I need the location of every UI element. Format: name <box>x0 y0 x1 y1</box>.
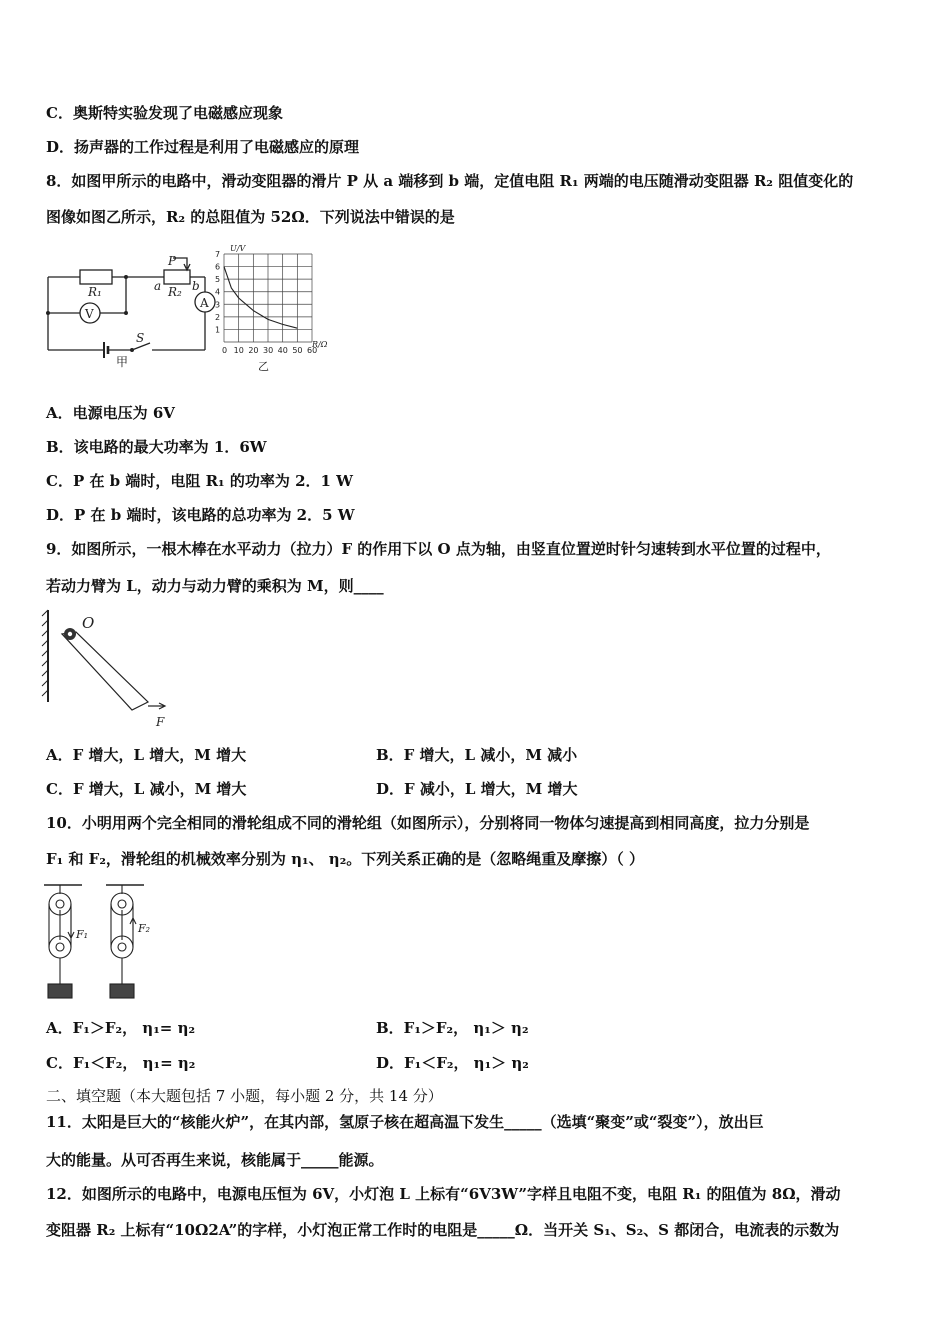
graph-xtick: 60 <box>307 346 318 355</box>
graph-ytick: 5 <box>215 275 221 285</box>
switch-label: S <box>136 331 145 345</box>
slider-p-label: P <box>168 254 177 268</box>
load-2 <box>110 984 134 998</box>
q8-option-c: C．P 在 b 端时，电阻 R₁ 的功率为 2．1 W <box>46 472 354 490</box>
graph-xlabel: R/Ω <box>312 340 328 349</box>
graph-ytick: 2 <box>215 312 221 322</box>
circuit-caption: 甲 <box>116 355 129 369</box>
graph-xtick: 20 <box>248 346 259 355</box>
q11-line2: 大的能量。从可否再生来说，核能属于_____能源。 <box>46 1151 384 1169</box>
q9-stem-line2: 若动力臂为 L，动力与动力臂的乘积为 M，则____ <box>46 577 384 595</box>
q12-line1: 12．如图所示的电路中，电源电压恒为 6V，小灯泡 L 上标有“6V3W”字样且电阻不变，电阻 R₁ 的阻值为 8Ω，滑动 <box>46 1185 841 1203</box>
graph-ytick: 6 <box>215 262 221 272</box>
wooden-stick <box>62 632 148 710</box>
graph-ytick: 1 <box>215 325 221 335</box>
q8-circuit-diagram <box>48 258 215 358</box>
graph-caption: 乙 <box>258 360 269 372</box>
f1-label: F₁ <box>76 928 89 941</box>
q8-stem-line1: 8．如图甲所示的电路中，滑动变阻器的滑片 P 从 a 端移到 b 端，定值电阻 R₁ 两端的电压随滑动变阻器 R₂ 阻值变化的 <box>46 172 854 190</box>
voltmeter-label: V <box>85 307 94 321</box>
r2-rheostat <box>164 270 190 284</box>
q9-option-d: D．F 减小，L 增大，M 增大 <box>376 780 578 798</box>
graph-ytick: 7 <box>215 250 221 259</box>
q8-option-a: A．电源电压为 6V <box>46 404 175 422</box>
graph-ylabel: U/V <box>230 244 246 253</box>
q12-line2: 变阻器 R₂ 上标有“10Ω2A”的字样，小灯泡正常工作时的电阻是_____Ω．当开关 S₁、S₂、S 都闭合，电流表的示数为 <box>46 1221 840 1239</box>
f2-label: F₂ <box>138 922 151 935</box>
q8-graph <box>215 244 328 372</box>
pivot-label: O <box>82 614 95 632</box>
q9-lever-figure <box>40 606 180 730</box>
q8-option-d: D．P 在 b 端时，该电路的总功率为 2．5 W <box>46 506 355 524</box>
q11-line1: 11．太阳是巨大的“核能火炉”，在其内部，氢原子核在超高温下发生_____（选填“聚变”或“裂变”），放出巨 <box>46 1113 764 1131</box>
graph-xtick: 0 <box>222 346 228 355</box>
q10-pulley-figure <box>40 880 170 1002</box>
graph-xtick: 50 <box>292 346 303 355</box>
end-b-label: b <box>192 279 200 293</box>
q10-stem-line1: 10．小明用两个完全相同的滑轮组成不同的滑轮组（如图所示），分别将同一物体匀速提高到相同高度，拉力分别是 <box>46 814 810 832</box>
q7-option-c: C．奥斯特实验发现了电磁感应现象 <box>46 104 283 122</box>
graph-ytick: 3 <box>215 300 221 310</box>
q9-option-b: B．F 增大，L 减小，M 减小 <box>376 746 578 764</box>
q9-option-a: A．F 增大，L 增大，M 增大 <box>46 746 247 764</box>
end-a-label: a <box>154 279 162 293</box>
q10-option-c: C．F₁＜F₂， η₁= η₂ <box>46 1054 196 1072</box>
graph-xtick: 30 <box>263 346 274 355</box>
q10-option-a: A．F₁＞F₂， η₁= η₂ <box>46 1019 196 1037</box>
ammeter-label: A <box>200 296 209 310</box>
r1-label: R₁ <box>88 285 102 299</box>
load-1 <box>48 984 72 998</box>
q9-option-c: C．F 增大，L 减小，M 增大 <box>46 780 247 798</box>
q7-option-d: D．扬声器的工作过程是利用了电磁感应的原理 <box>46 138 360 156</box>
q10-option-d: D．F₁＜F₂， η₁＞ η₂ <box>376 1054 529 1072</box>
section-2-heading: 二、填空题（本大题包括 7 小题，每小题 2 分，共 14 分） <box>46 1087 443 1105</box>
r2-label: R₂ <box>168 285 182 299</box>
r1-resistor <box>80 270 112 284</box>
graph-xtick: 40 <box>277 346 288 355</box>
graph-xtick: 10 <box>233 346 244 355</box>
u1-curve <box>224 267 297 329</box>
force-label: F <box>156 715 165 729</box>
q10-stem-line2: F₁ 和 F₂，滑轮组的机械效率分别为 η₁、 η₂。下列关系正确的是（忽略绳重及摩擦）（ ） <box>46 850 645 868</box>
q8-option-b: B．该电路的最大功率为 1．6W <box>46 438 267 456</box>
q8-figure <box>40 240 340 372</box>
q9-stem-line1: 9．如图所示，一根木棒在水平动力（拉力）F 的作用下以 O 点为轴，由竖直位置逆时针匀速转到水平位置的过程中， <box>46 540 831 558</box>
q10-option-b: B．F₁＞F₂， η₁＞ η₂ <box>376 1019 529 1037</box>
q8-stem-line2: 图像如图乙所示，R₂ 的总阻值为 52Ω．下列说法中错误的是 <box>46 208 455 226</box>
graph-ytick: 4 <box>215 287 221 297</box>
